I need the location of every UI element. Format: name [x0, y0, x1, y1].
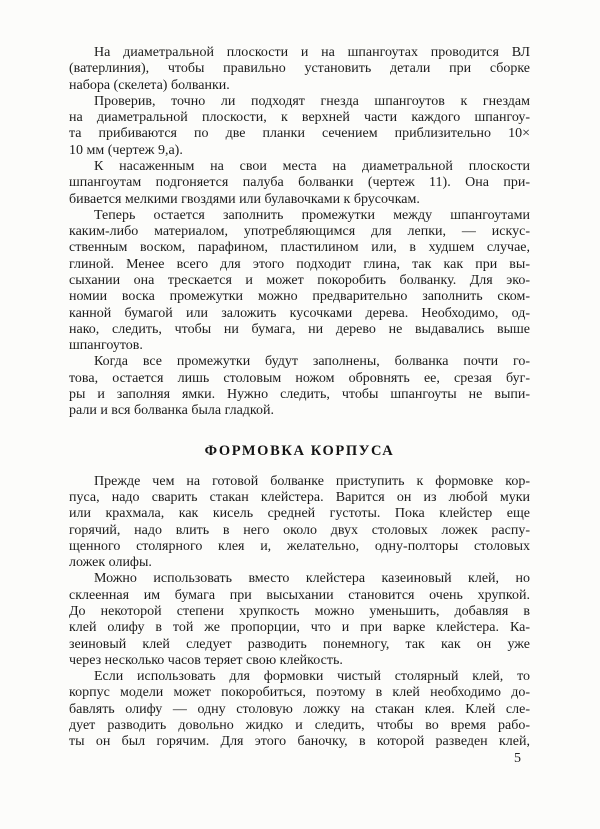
text-line: горячий, надо влить в него около двух столовых ложек распу- [69, 522, 530, 538]
text-line: ты он был горячим. Для этого баночку, в которой разведен клей, [69, 734, 530, 750]
text-line: рали и вся болванка была гладкой. [69, 403, 275, 419]
text-line: глиной. Менее всего для этого подходит глина, так как при вы- [69, 256, 530, 272]
text-line: сыхании она трескается и может покоробить болванку. Для эко- [69, 272, 530, 288]
text-line: това, остается лишь столовым ножом обровнять ее, срезая буг- [69, 370, 530, 386]
text-line: щенного столярного клея и, желательно, одну-полторы столовых [69, 538, 530, 554]
text-line: К насаженным на свои места на диаметральной плоскости [94, 158, 530, 174]
text-line: Можно использовать вместо клейстера казеиновый клей, но [94, 571, 530, 587]
text-line: Когда все промежутки будут заполнены, болванка почти го- [94, 354, 530, 370]
page-text [69, 45, 530, 751]
text-line: склеенная им бумага при высыхании становится очень хрупкой. [69, 587, 530, 603]
text-line: каким-либо материалом, употребляющимся для лепки, — искус- [69, 224, 530, 240]
text-line: Прежде чем на готовой болванке приступить к формовке кор- [94, 473, 530, 489]
text-line: шпангоутов. [69, 338, 143, 354]
text-line: До некоторой степени хрупкость можно уменьшить, добавляя в [69, 604, 530, 619]
text-line: пуса, надо сварить стакан клейстера. Варится он из любой муки [69, 490, 530, 506]
text-line: 10 мм (чертеж 9,а). [69, 142, 183, 158]
paragraph [69, 208, 530, 355]
text-line: ложек олифы. [69, 555, 152, 571]
text-line: или крахмала, как кисель средней густоты. Пока клейстер еще [69, 506, 530, 522]
text-line: бавлять олифу — одну столовую ложку на стакан клея. Клей сле- [69, 701, 530, 717]
page-number: 5 [514, 751, 521, 766]
paragraph [69, 354, 530, 419]
text-line: номии воска промежутки можно предварительно заполнить ском- [69, 289, 530, 305]
text-line: клей олифу в той же пропорции, что и при варке клейстера. Ка- [69, 620, 530, 636]
paragraph [69, 159, 530, 208]
text-line: дует разводить довольно жидко и следить, чтобы во время рабо- [69, 717, 530, 733]
text-line: на диаметральной плоскости, к верхней части каждого шпангоу- [69, 110, 530, 126]
text-line: шпангоутам подгоняется палуба болванки (чертеж 11). Она при- [69, 175, 530, 191]
text-line: Если использовать для формовки чистый столярный клей, то [94, 669, 530, 685]
text-line: ры и заполняя ямки. Нужно следить, чтобы шпангоуты не выпи- [69, 386, 530, 402]
text-line: канной бумагой или заложить кусочками дерева. Необходимо, од- [69, 305, 530, 321]
text-line: через несколько часов теряет свою клейкость. [69, 652, 343, 668]
paragraph [69, 45, 530, 94]
paragraph [69, 474, 530, 572]
text-line: (ватерлиния), чтобы правильно установить детали при сборке [69, 61, 530, 77]
paragraph [69, 571, 530, 669]
text-line: зеиновый клей следует разводить понемногу, так как он уже [69, 636, 530, 652]
text-line: та прибиваются по две планки сечением приблизительно 10× [69, 126, 530, 142]
text-line: ственным воском, парафином, пластилином или, в худшем случае, [69, 240, 530, 256]
text-line: корпус модели может покоробиться, поэтому в клей необходимо до- [69, 685, 530, 701]
text-line: нако, следить, чтобы ни бумага, ни дерево не выдавались выше [69, 321, 530, 337]
paragraph [69, 94, 530, 159]
text-line: набора (скелета) болванки. [69, 77, 230, 93]
text-line: На диаметральной плоскости и на шпангоутах проводится ВЛ [94, 45, 530, 60]
paragraph [69, 669, 530, 750]
section-heading: ФОРМОВКА КОРПУСА [204, 443, 395, 460]
text-line: Проверив, точно ли подходят гнезда шпангоутов к гнездам [94, 93, 530, 109]
text-line: бивается мелкими гвоздями или булавочками к брусочкам. [69, 191, 420, 207]
text-line: Теперь остается заполнить промежутки между шпангоутами [94, 207, 530, 223]
